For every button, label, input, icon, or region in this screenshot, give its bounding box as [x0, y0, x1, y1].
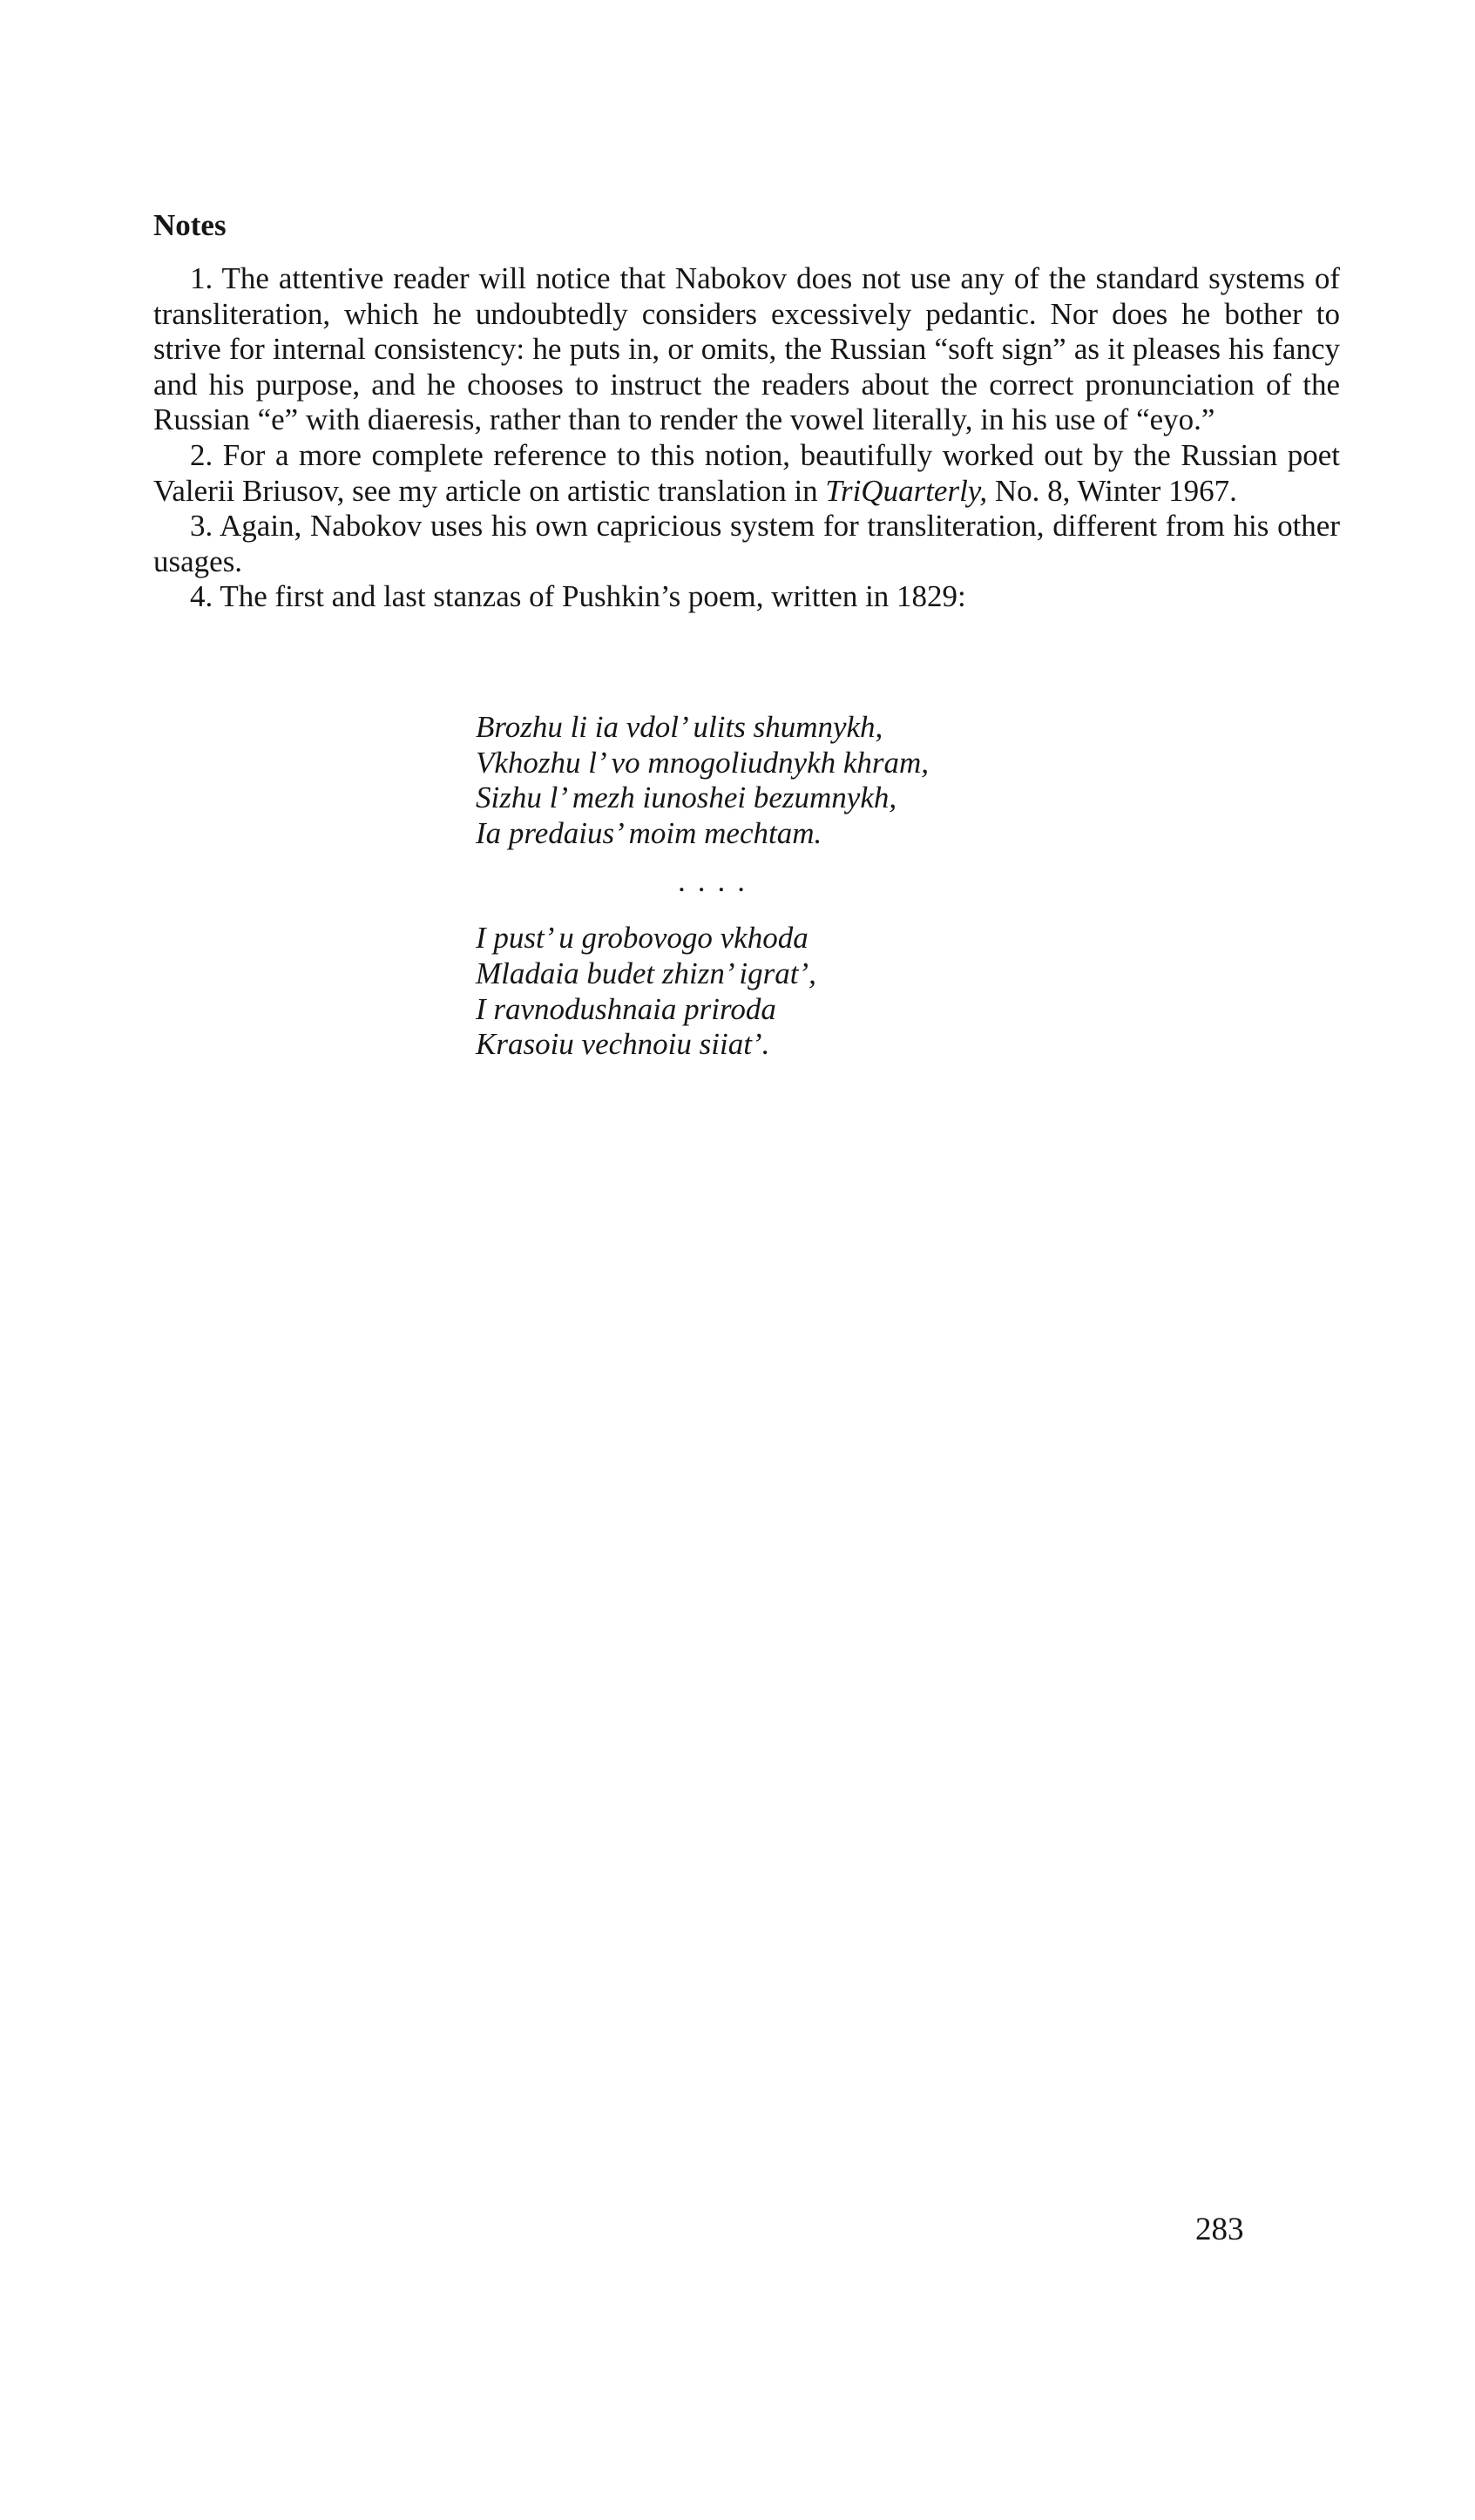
poem-stanza-last — [476, 921, 929, 1062]
note-text: No. 8, Winter 1967. — [994, 473, 1237, 508]
note-2 — [153, 438, 1340, 509]
poem-line: I pust’ u grobovogo vkhoda — [476, 921, 809, 956]
notes-list — [153, 261, 1340, 615]
note-number: 3. — [190, 509, 213, 544]
poem-line: Ia predaius’ moim mechtam. — [476, 815, 822, 850]
note-text: The first and last stanzas of Pushkin’s poem, written in 1829: — [220, 579, 966, 614]
page-number: 283 — [1195, 2212, 1244, 2247]
note-number: 1. — [190, 261, 213, 295]
poem-line: Brozhu li ia vdol’ ulits shumnykh, — [476, 710, 883, 744]
poem-quotation — [476, 710, 929, 1063]
poem-line: Mladaia budet zhizn’ igrat’, — [476, 956, 816, 990]
poem-stanza-first — [476, 710, 929, 851]
note-number: 2. — [190, 437, 213, 472]
note-3 — [153, 509, 1340, 579]
note-4 — [153, 579, 1340, 615]
poem-line: Vkhozhu l’ vo mnogoliudnykh khram, — [476, 745, 930, 780]
note-text: For a more complete reference to this notion, beautifully worked out by the Russian poet Valerii Briusov, see my article on artistic translation in — [153, 437, 1341, 508]
note-text: The attentive reader will notice that Nabokov does not use any of the standard systems of transliteration, which he undoubtedly considers excessively pedantic. Nor does he bother to strive for internal consistency: he puts in, or omits, the Russian “soft sign” as it pleases his fancy and his purpose, and he chooses to instruct the readers about the correct pronunciation of the Russian “e” with diaeresis, rather than to render the vowel literally, in his use of “eyo.” — [153, 261, 1340, 437]
note-text: Again, Nabokov uses his own capricious system for transliteration, different from his other usages. — [153, 509, 1340, 578]
stanza-ellipsis: .... — [678, 864, 757, 899]
note-number: 4. — [190, 579, 213, 614]
journal-title: TriQuarterly, — [825, 473, 988, 508]
poem-line: I ravnodushnaia priroda — [476, 991, 776, 1026]
note-1 — [153, 261, 1340, 438]
poem-line: Krasoiu vechnoiu siiat’. — [476, 1027, 770, 1062]
notes-heading: Notes — [153, 208, 227, 242]
poem-line: Sizhu l’ mezh iunoshei bezumnykh, — [476, 780, 897, 815]
